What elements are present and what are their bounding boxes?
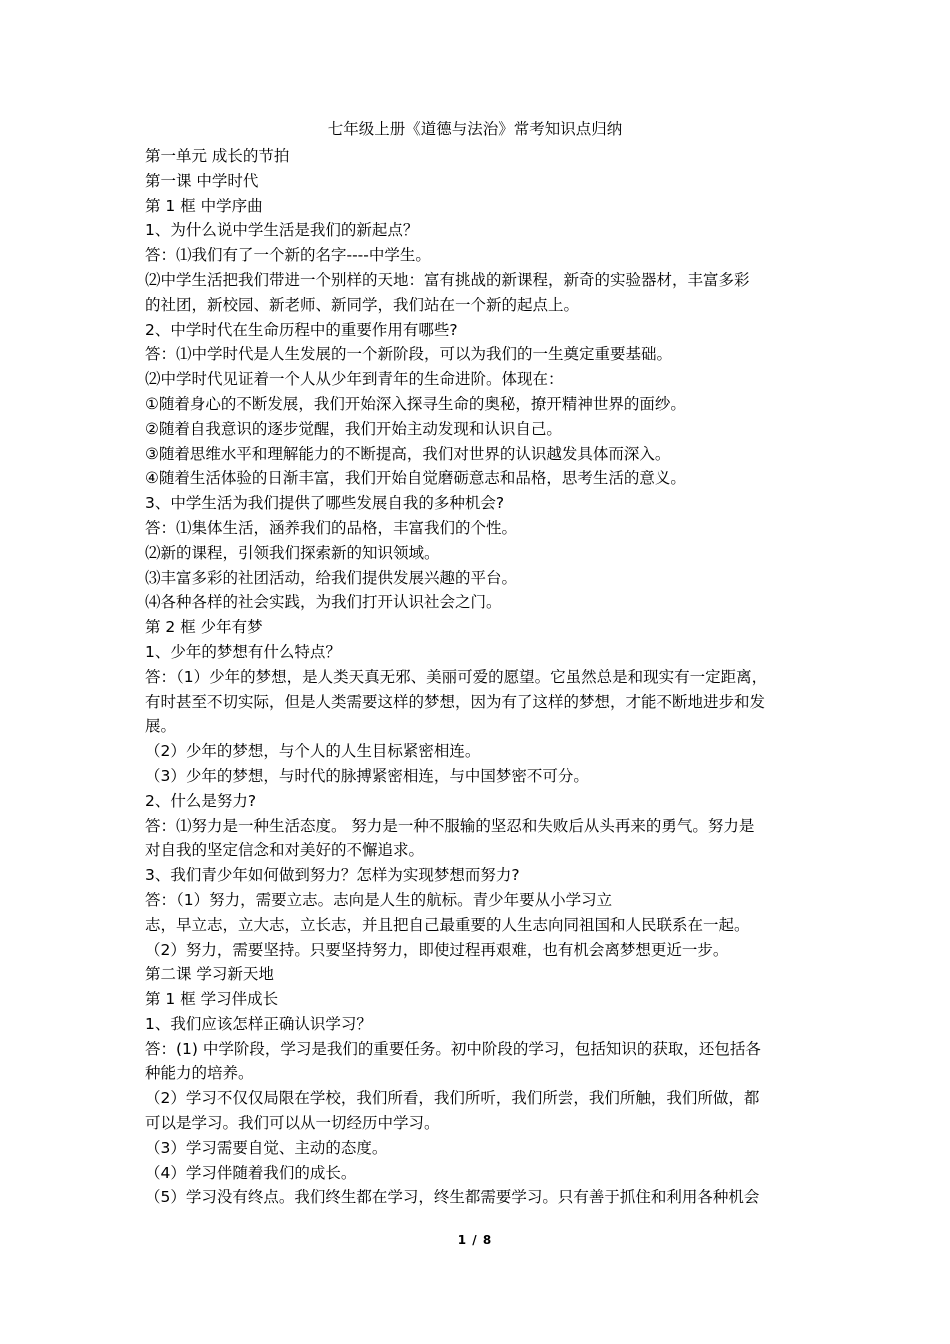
question-line: 1、为什么说中学生活是我们的新起点？ xyxy=(145,221,419,240)
section-heading: 第 2 框 少年有梦 xyxy=(145,618,263,637)
page-number: 1 / 8 xyxy=(457,1233,493,1247)
document-body xyxy=(145,144,813,1210)
answer-line: 答：（1）努力，需要立志。志向是人生的航标。青少年要从小学习立 xyxy=(145,890,613,909)
answer-line: 的社团，新校园、新老师、新同学，我们站在一个新的起点上。 xyxy=(145,295,580,314)
answer-line: 可以是学习。我们可以从一切经历中学习。 xyxy=(145,1114,440,1133)
answer-line: 种能力的培养。 xyxy=(145,1064,254,1083)
answer-line: 答：（1）少年的梦想，是人类天真无邪、美丽可爱的愿望。它虽然总是和现实有一定距离， xyxy=(145,667,768,686)
section-heading: 第 1 框 中学序曲 xyxy=(145,196,263,215)
answer-line: 答：⑴中学时代是人生发展的一个新阶段，可以为我们的一生奠定重要基础。 xyxy=(145,345,673,364)
document-title: 七年级上册《道德与法治》常考知识点归纳 xyxy=(327,120,623,138)
answer-line: （3）学习需要自觉、主动的态度。 xyxy=(145,1138,388,1157)
answer-line: （4）学习伴随着我们的成长。 xyxy=(145,1163,357,1182)
answer-line: 答：⑴集体生活，涵养我们的品格，丰富我们的个性。 xyxy=(145,518,518,537)
unit-heading: 第一单元 成长的节拍 xyxy=(145,147,290,165)
question-line: 3、中学生活为我们提供了哪些发展自我的多种机会? xyxy=(145,494,505,513)
answer-line: 答：(1) 中学阶段，学习是我们的重要任务。初中阶段的学习，包括知识的获取，还包括各 xyxy=(145,1039,761,1058)
lesson-heading: 第二课 学习新天地 xyxy=(145,965,274,984)
answer-line: ⑵中学生活把我们带进一个别样的天地：富有挑战的新课程，新奇的实验器材，丰富多彩 xyxy=(145,270,750,289)
answer-line: ①随着身心的不断发展，我们开始深入探寻生命的奥秘，撩开精神世界的面纱。 xyxy=(145,394,686,413)
answer-line: ⑶丰富多彩的社团活动，给我们提供发展兴趣的平台。 xyxy=(145,568,518,587)
lesson-heading: 第一课 中学时代 xyxy=(145,171,259,190)
answer-line: ⑷各种各样的社会实践，为我们打开认识社会之门。 xyxy=(145,593,502,612)
answer-line: 答：⑴努力是一种生活态度。 努力是一种不服输的坚忍和失败后从头再来的勇气。努力是 xyxy=(145,816,755,835)
answer-line: （2）少年的梦想，与个人的人生目标紧密相连。 xyxy=(145,742,481,761)
answer-line: 对自我的坚定信念和对美好的不懈追求。 xyxy=(145,841,425,860)
answer-line: 答：⑴我们有了一个新的名字----中学生。 xyxy=(145,246,431,265)
answer-line: ③随着思维水平和理解能力的不断提高，我们对世界的认识越发具体而深入。 xyxy=(145,444,671,463)
answer-line: ⑵中学时代见证着一个人从少年到青年的生命进阶。体现在： xyxy=(145,370,564,389)
question-line: 1、少年的梦想有什么特点？ xyxy=(145,642,341,661)
answer-line: 有时甚至不切实际，但是人类需要这样的梦想，因为有了这样的梦想，才能不断地进步和发 xyxy=(145,692,766,711)
section-heading: 第 1 框 学习伴成长 xyxy=(145,990,279,1009)
question-line: 3、我们青少年如何做到努力？怎样为实现梦想而努力? xyxy=(145,866,520,885)
answer-line: （3）少年的梦想，与时代的脉搏紧密相连，与中国梦密不可分。 xyxy=(145,766,589,785)
answer-line: （2）学习不仅仅局限在学校，我们所看，我们所听，我们所尝，我们所触，我们所做，都 xyxy=(145,1089,760,1108)
answer-line: ⑵新的课程，引领我们探索新的知识领域。 xyxy=(145,543,440,562)
answer-line: ②随着自我意识的逐步觉醒，我们开始主动发现和认识自己。 xyxy=(145,419,562,438)
answer-line: 志，早立志，立大志，立长志，并且把自己最重要的人生志向同祖国和人民联系在一起。 xyxy=(145,915,750,934)
answer-line: （2）努力，需要坚持。只要坚持努力，即使过程再艰难，也有机会离梦想更近一步。 xyxy=(145,940,729,959)
answer-line: 展。 xyxy=(145,717,177,736)
question-line: 2、什么是努力? xyxy=(145,791,257,810)
answer-line: （5）学习没有终点。我们终生都在学习，终生都需要学习。只有善于抓住和利用各种机会 xyxy=(145,1188,760,1207)
answer-line: ④随着生活体验的日渐丰富，我们开始自觉磨砺意志和品格，思考生活的意义。 xyxy=(145,469,686,488)
question-line: 2、中学时代在生命历程中的重要作用有哪些? xyxy=(145,320,458,339)
question-line: 1、我们应该怎样正确认识学习？ xyxy=(145,1014,372,1033)
